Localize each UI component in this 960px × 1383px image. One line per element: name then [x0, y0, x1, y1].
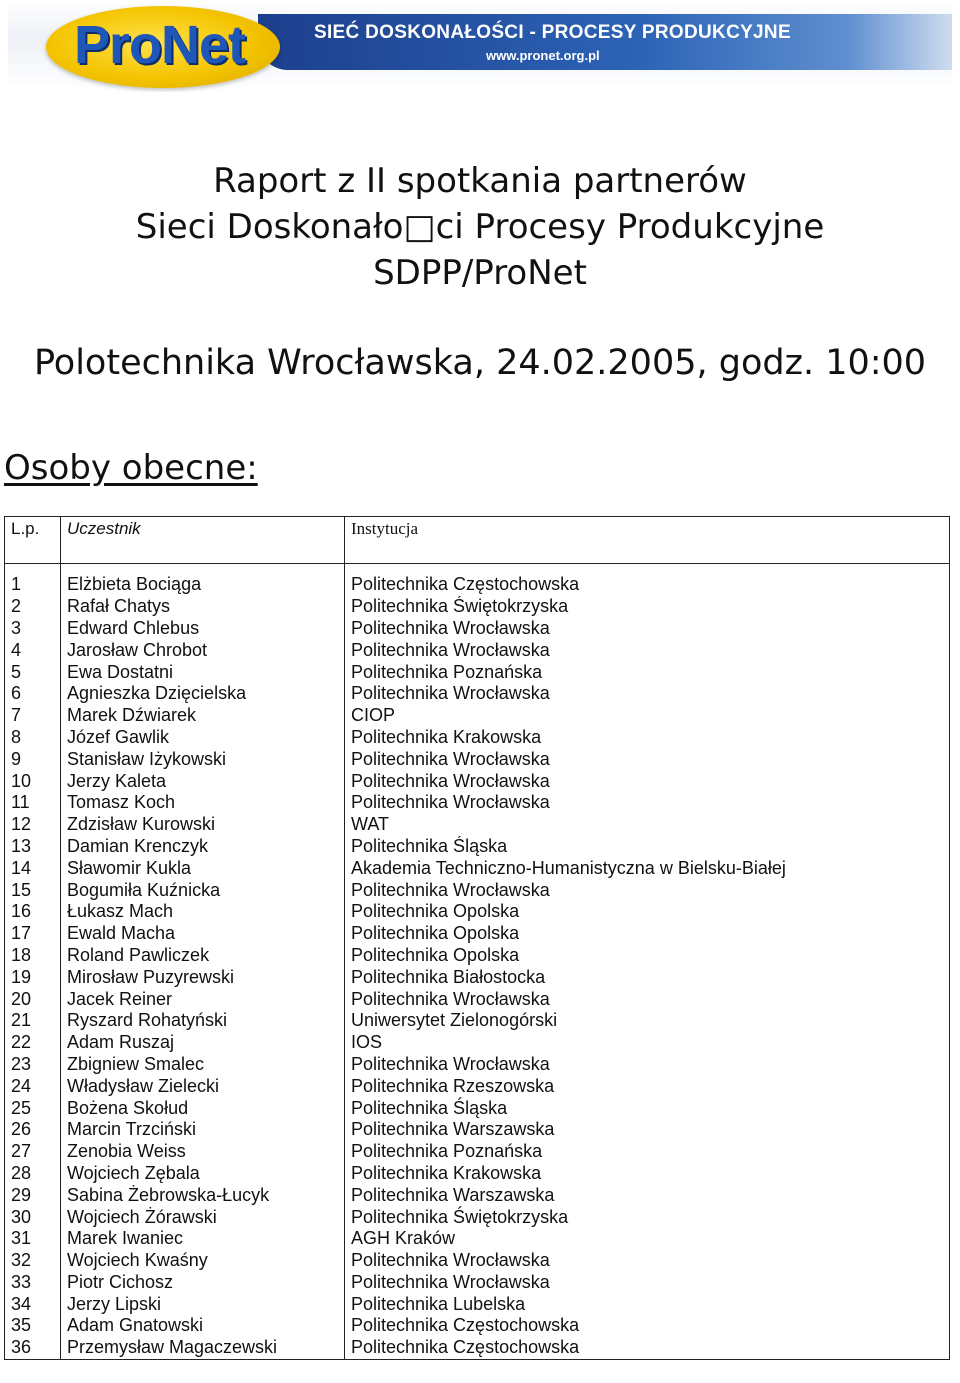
cell-institution: Politechnika Wrocławska: [345, 618, 950, 640]
cell-no: 19: [5, 966, 61, 988]
cell-institution: Politechnika Świętokrzyska: [345, 1206, 950, 1228]
cell-institution: Politechnika Częstochowska: [345, 1337, 950, 1359]
cell-no: 21: [5, 1010, 61, 1032]
table-row: [5, 857, 950, 879]
cell-institution: Politechnika Wrocławska: [345, 988, 950, 1010]
cell-no: 32: [5, 1250, 61, 1272]
table-row: [5, 1228, 950, 1250]
cell-participant: Adam Ruszaj: [61, 1032, 345, 1054]
table-row: [5, 1206, 950, 1228]
column-header-participant: Uczestnik: [61, 517, 345, 564]
report-title-line-2: Sieci Doskonało□ci Procesy Produkcyjne: [135, 207, 825, 247]
cell-participant: Edward Chlebus: [61, 618, 345, 640]
cell-participant: Łukasz Mach: [61, 901, 345, 923]
cell-no: 10: [5, 770, 61, 792]
cell-institution: Politechnika Wrocławska: [345, 770, 950, 792]
cell-no: 15: [5, 879, 61, 901]
cell-no: 30: [5, 1206, 61, 1228]
cell-institution: Politechnika Opolska: [345, 923, 950, 945]
cell-no: 4: [5, 639, 61, 661]
cell-participant: Wojciech Kwaśny: [61, 1250, 345, 1272]
cell-institution: Politechnika Śląska: [345, 836, 950, 858]
report-title-line-1: Raport z II spotkania partnerów: [213, 161, 747, 201]
cell-no: 31: [5, 1228, 61, 1250]
table-row: [5, 1250, 950, 1272]
cell-participant: Marek Iwaniec: [61, 1228, 345, 1250]
table-row: [5, 988, 950, 1010]
cell-participant: Tomasz Koch: [61, 792, 345, 814]
attendance-table: [4, 516, 950, 1360]
table-row: [5, 748, 950, 770]
table-row: [5, 1272, 950, 1294]
cell-participant: Marcin Trzciński: [61, 1119, 345, 1141]
cell-no: 27: [5, 1141, 61, 1163]
cell-participant: Roland Pawliczek: [61, 945, 345, 967]
table-row: [5, 814, 950, 836]
cell-no: 36: [5, 1337, 61, 1359]
cell-institution: Politechnika Poznańska: [345, 1141, 950, 1163]
cell-institution: Uniwersytet Zielonogórski: [345, 1010, 950, 1032]
cell-no: 1: [5, 574, 61, 596]
table-row: [5, 966, 950, 988]
cell-participant: Ewa Dostatni: [61, 661, 345, 683]
cell-participant: Sławomir Kukla: [61, 857, 345, 879]
report-title: [0, 158, 960, 296]
cell-institution: Politechnika Wrocławska: [345, 1250, 950, 1272]
table-row: [5, 661, 950, 683]
cell-participant: Damian Krenczyk: [61, 836, 345, 858]
table-row: [5, 1163, 950, 1185]
table-row: [5, 639, 950, 661]
cell-participant: Rafał Chatys: [61, 596, 345, 618]
cell-no: 12: [5, 814, 61, 836]
table-row: [5, 618, 950, 640]
table-row: [5, 1032, 950, 1054]
cell-no: 5: [5, 661, 61, 683]
cell-participant: Marek Dźwiarek: [61, 705, 345, 727]
cell-institution: CIOP: [345, 705, 950, 727]
table-row: [5, 1337, 950, 1359]
table-row: [5, 596, 950, 618]
table-row: [5, 1010, 950, 1032]
table-row: [5, 574, 950, 596]
header-banner: [8, 0, 952, 92]
attendance-table-body: [5, 564, 950, 1360]
cell-no: 17: [5, 923, 61, 945]
cell-institution: Politechnika Białostocka: [345, 966, 950, 988]
table-row: [5, 901, 950, 923]
table-row: [5, 836, 950, 858]
cell-participant: Jerzy Lipski: [61, 1293, 345, 1315]
cell-participant: Jacek Reiner: [61, 988, 345, 1010]
cell-no: 35: [5, 1315, 61, 1337]
cell-participant: Józef Gawlik: [61, 727, 345, 749]
cell-institution: Politechnika Poznańska: [345, 661, 950, 683]
cell-participant: Zdzisław Kurowski: [61, 814, 345, 836]
table-row: [5, 705, 950, 727]
table-row: [5, 1184, 950, 1206]
cell-participant: Ryszard Rohatyński: [61, 1010, 345, 1032]
cell-institution: Politechnika Warszawska: [345, 1119, 950, 1141]
cell-institution: Politechnika Świętokrzyska: [345, 596, 950, 618]
cell-institution: Politechnika Opolska: [345, 945, 950, 967]
table-row: [5, 1075, 950, 1097]
cell-participant: Elżbieta Bociąga: [61, 574, 345, 596]
cell-participant: Bogumiła Kuźnicka: [61, 879, 345, 901]
cell-institution: Politechnika Wrocławska: [345, 879, 950, 901]
cell-no: 8: [5, 727, 61, 749]
column-header-no: L.p.: [5, 517, 61, 564]
cell-no: 3: [5, 618, 61, 640]
cell-institution: Politechnika Wrocławska: [345, 792, 950, 814]
pronet-logo-text: ProNet: [74, 15, 246, 75]
table-row: [5, 1293, 950, 1315]
table-row: [5, 1097, 950, 1119]
cell-participant: Zenobia Weiss: [61, 1141, 345, 1163]
cell-participant: Wojciech Zębala: [61, 1163, 345, 1185]
cell-institution: Politechnika Częstochowska: [345, 574, 950, 596]
cell-no: 7: [5, 705, 61, 727]
cell-institution: AGH Kraków: [345, 1228, 950, 1250]
table-row: [5, 923, 950, 945]
table-row: [5, 683, 950, 705]
cell-institution: Politechnika Wrocławska: [345, 1272, 950, 1294]
cell-institution: Politechnika Wrocławska: [345, 683, 950, 705]
cell-no: 9: [5, 748, 61, 770]
cell-no: 34: [5, 1293, 61, 1315]
cell-institution: Politechnika Krakowska: [345, 1163, 950, 1185]
column-header-institution: Instytucja: [345, 517, 950, 564]
table-header-row: [5, 517, 950, 564]
cell-no: 33: [5, 1272, 61, 1294]
report-title-line-3: SDPP/ProNet: [373, 253, 587, 293]
cell-institution: Politechnika Warszawska: [345, 1184, 950, 1206]
cell-participant: Agnieszka Dzięcielska: [61, 683, 345, 705]
table-row: [5, 1141, 950, 1163]
cell-institution: Politechnika Śląska: [345, 1097, 950, 1119]
meeting-info: Polotechnika Wrocławska, 24.02.2005, godz. 10:00: [33, 343, 927, 383]
cell-institution: Politechnika Opolska: [345, 901, 950, 923]
cell-participant: Przemysław Magaczewski: [61, 1337, 345, 1359]
cell-no: 6: [5, 683, 61, 705]
cell-no: 28: [5, 1163, 61, 1185]
cell-institution: Politechnika Lubelska: [345, 1293, 950, 1315]
cell-participant: Bożena Skołud: [61, 1097, 345, 1119]
table-row: [5, 770, 950, 792]
cell-institution: IOS: [345, 1032, 950, 1054]
cell-no: 22: [5, 1032, 61, 1054]
cell-no: 20: [5, 988, 61, 1010]
table-row: [5, 1054, 950, 1076]
cell-no: 13: [5, 836, 61, 858]
cell-participant: Zbigniew Smalec: [61, 1054, 345, 1076]
cell-no: 11: [5, 792, 61, 814]
banner-url: www.pronet.org.pl: [486, 48, 600, 63]
cell-no: 25: [5, 1097, 61, 1119]
cell-no: 2: [5, 596, 61, 618]
table-row: [5, 727, 950, 749]
banner-title: SIEĆ DOSKONAŁOŚCI - PROCESY PRODUKCYJNE: [314, 22, 791, 43]
cell-institution: Politechnika Wrocławska: [345, 1054, 950, 1076]
cell-no: 18: [5, 945, 61, 967]
cell-participant: Ewald Macha: [61, 923, 345, 945]
cell-institution: Politechnika Częstochowska: [345, 1315, 950, 1337]
cell-participant: Adam Gnatowski: [61, 1315, 345, 1337]
cell-no: 24: [5, 1075, 61, 1097]
cell-participant: Stanisław Iżykowski: [61, 748, 345, 770]
cell-no: 16: [5, 901, 61, 923]
cell-no: 23: [5, 1054, 61, 1076]
cell-participant: Sabina Żebrowska-Łucyk: [61, 1184, 345, 1206]
table-row: [5, 1119, 950, 1141]
cell-no: 14: [5, 857, 61, 879]
cell-no: 26: [5, 1119, 61, 1141]
cell-participant: Mirosław Puzyrewski: [61, 966, 345, 988]
table-row: [5, 1315, 950, 1337]
cell-participant: Jarosław Chrobot: [61, 639, 345, 661]
cell-institution: Politechnika Krakowska: [345, 727, 950, 749]
cell-participant: Władysław Zielecki: [61, 1075, 345, 1097]
table-row: [5, 879, 950, 901]
cell-no: 29: [5, 1184, 61, 1206]
cell-participant: Piotr Cichosz: [61, 1272, 345, 1294]
cell-institution: Akademia Techniczno-Humanistyczna w Bielsku-Białej: [345, 857, 950, 879]
cell-participant: Wojciech Żórawski: [61, 1206, 345, 1228]
cell-participant: Jerzy Kaleta: [61, 770, 345, 792]
table-spacer-row: [5, 564, 950, 575]
table-row: [5, 945, 950, 967]
cell-institution: Politechnika Rzeszowska: [345, 1075, 950, 1097]
section-heading-attendees: Osoby obecne:: [4, 448, 258, 488]
cell-institution: WAT: [345, 814, 950, 836]
table-row: [5, 792, 950, 814]
attendance-table-wrapper: [4, 516, 949, 1360]
cell-institution: Politechnika Wrocławska: [345, 639, 950, 661]
cell-institution: Politechnika Wrocławska: [345, 748, 950, 770]
